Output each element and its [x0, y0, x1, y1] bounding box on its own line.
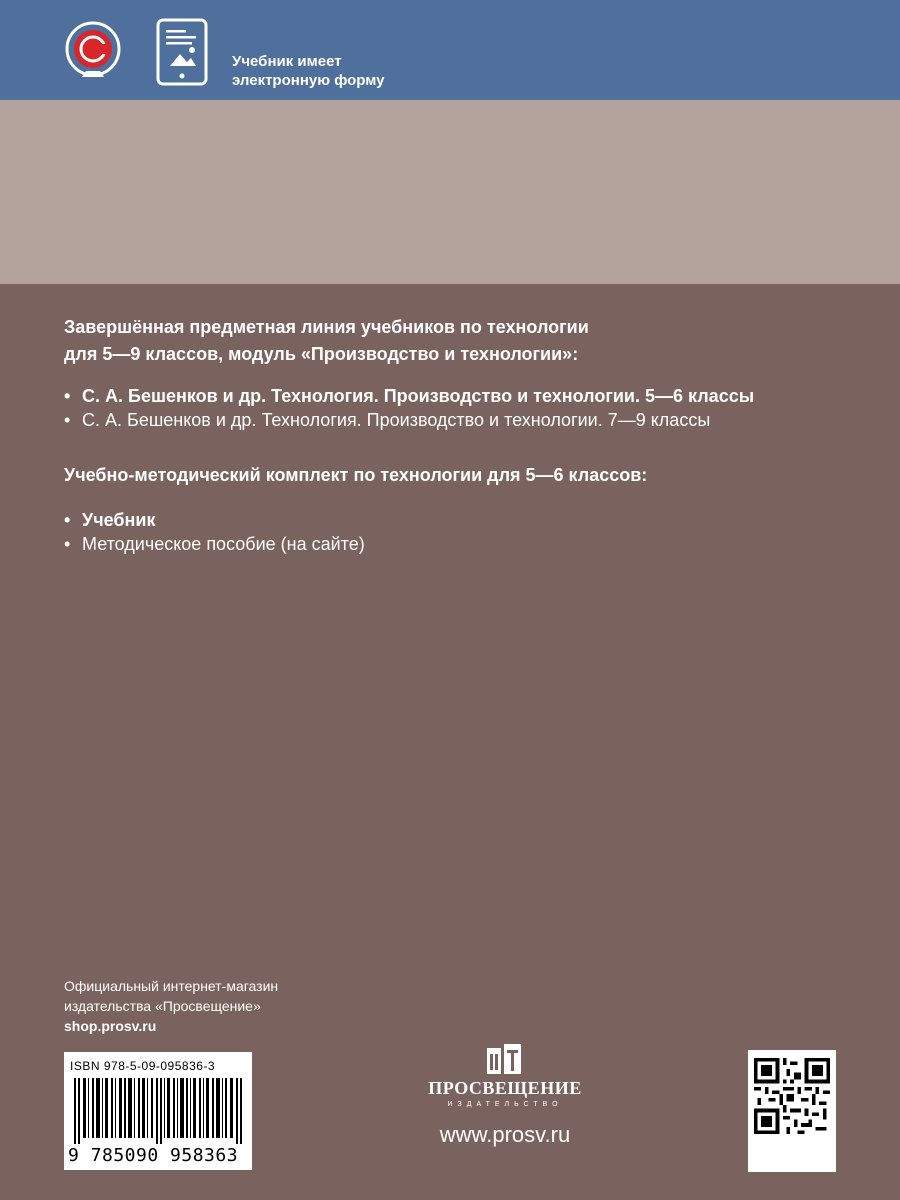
top-band	[0, 0, 900, 100]
barcode	[74, 1078, 244, 1144]
publisher-subtitle: ИЗДАТЕЛЬСТВО	[447, 1101, 563, 1108]
electronic-form-note	[232, 52, 385, 90]
eform-line-1: Учебник имеет	[232, 53, 342, 70]
series-heading-line-2: для 5—9 классов, модуль «Производство и технологии»:	[64, 344, 579, 364]
series-heading-line-1: Завершённая предметная линия учебников по технологии	[64, 317, 589, 337]
copyright-globe-icon	[62, 20, 124, 82]
shop-info	[64, 976, 278, 1036]
list-item: • Учебник	[64, 508, 365, 532]
list-item: • С. А. Бешенков и др. Технология. Производство и технологии. 7—9 классы	[64, 408, 754, 432]
shop-line-1: Официальный интернет-магазин	[64, 978, 279, 994]
tan-band	[0, 100, 900, 284]
isbn-label: ISBN 978-5-09-095836-3	[70, 1059, 216, 1073]
publisher-name: ПРОСВЕЩЕНИЕ	[428, 1078, 582, 1098]
kit-heading: Учебно-методический комплект по технологии для 5—6 классов:	[64, 465, 648, 485]
qr-code-icon	[754, 1058, 830, 1134]
list-item: • Методическое пособие (на сайте)	[64, 532, 365, 556]
publisher-website: www.prosv.ru	[439, 1122, 571, 1147]
series-heading	[64, 314, 589, 368]
list-item: • С. А. Бешенков и др. Технология. Производство и технологии. 5—6 классы	[64, 384, 754, 408]
eform-line-2: электронную форму	[232, 72, 385, 89]
shop-line-2: издательства «Просвещение»	[64, 998, 261, 1014]
barcode-digits: 9 785090 958363	[68, 1145, 239, 1166]
kit-list	[64, 508, 365, 556]
shop-url: shop.prosv.ru	[64, 1018, 157, 1034]
series-list	[64, 384, 754, 432]
qr-code-block	[748, 1050, 836, 1172]
publisher-logo-icon	[486, 1042, 522, 1076]
tablet-icon	[156, 18, 208, 86]
isbn-barcode-block	[64, 1052, 252, 1170]
